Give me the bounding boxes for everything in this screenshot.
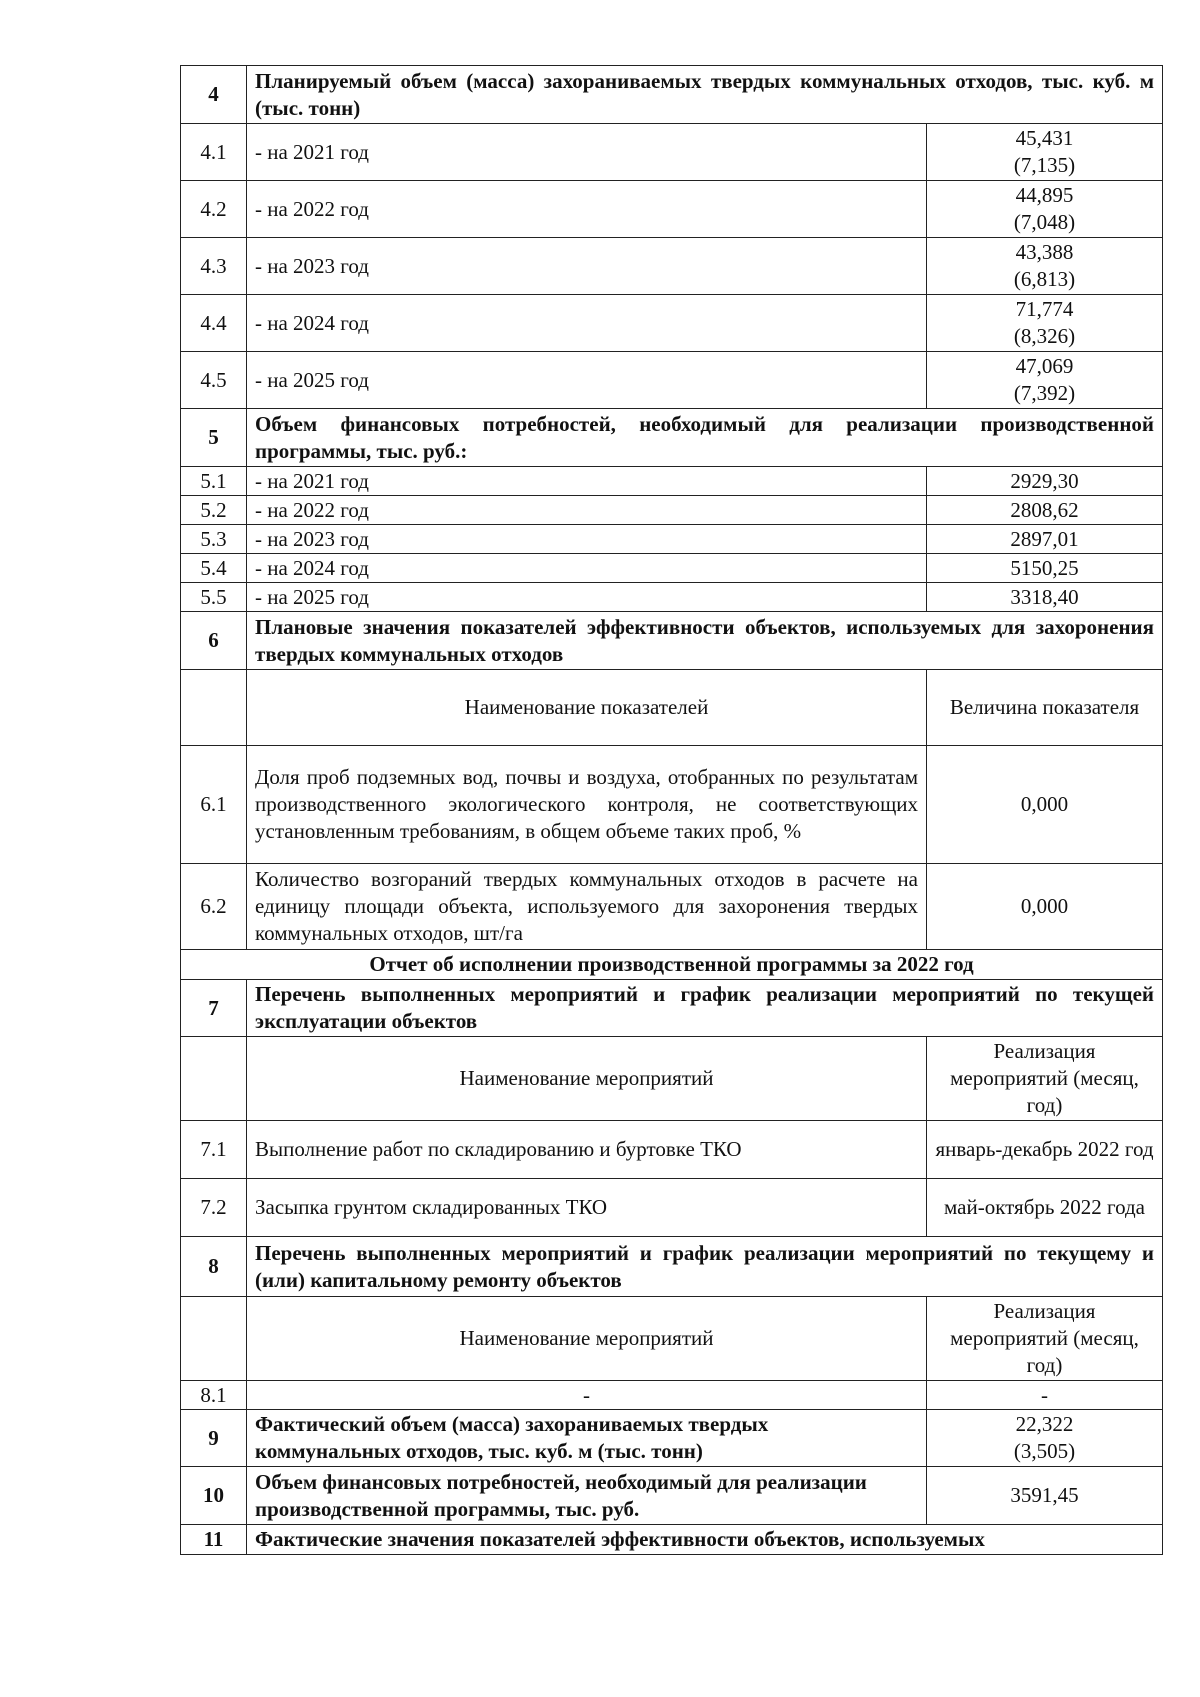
row-number: 5.4 (181, 554, 247, 583)
row-number: 4.2 (181, 181, 247, 238)
document-page (180, 65, 1162, 1555)
column-header-row (181, 670, 1163, 746)
column-header-name: Наименование мероприятий (247, 1037, 927, 1121)
row-value: 2808,62 (927, 496, 1163, 525)
table-row (181, 1179, 1163, 1237)
row-value: 0,000 (927, 746, 1163, 864)
row-value (927, 1410, 1163, 1467)
row-label: Объем финансовых потребностей, необходимый для реализации производственной программы, тыс. руб. (247, 1467, 927, 1525)
row-number: 5.1 (181, 467, 247, 496)
section-7-header (181, 980, 1163, 1037)
section-5-header (181, 409, 1163, 467)
mass-value: (3,505) (1013, 1439, 1076, 1463)
table-row (181, 352, 1163, 409)
row-number: 4.5 (181, 352, 247, 409)
production-program-table (180, 65, 1163, 1555)
section-10-row (181, 1467, 1163, 1525)
volume-value: 45,431 (1015, 126, 1074, 150)
row-number: 9 (181, 1410, 247, 1467)
row-value: май-октябрь 2022 года (927, 1179, 1163, 1237)
row-number: 5.5 (181, 583, 247, 612)
volume-value: 71,774 (1015, 297, 1074, 321)
row-label: - на 2023 год (247, 525, 927, 554)
table-row (181, 864, 1163, 950)
row-label: - на 2024 год (247, 554, 927, 583)
row-number: 8 (181, 1237, 247, 1297)
row-label: Выполнение работ по складированию и буртовке ТКО (247, 1121, 927, 1179)
row-value (927, 352, 1163, 409)
row-label: Количество возгораний твердых коммунальных отходов в расчете на единицу площади объекта, используемого для захоронения твердых коммунальных отходов, шт/га (247, 864, 927, 950)
row-number: 8.1 (181, 1381, 247, 1410)
row-value: 3591,45 (927, 1467, 1163, 1525)
row-value: 5150,25 (927, 554, 1163, 583)
row-label: - на 2025 год (247, 352, 927, 409)
table-row (181, 746, 1163, 864)
row-value: январь-декабрь 2022 год (927, 1121, 1163, 1179)
row-label: - на 2021 год (247, 124, 927, 181)
column-header-name: Наименование мероприятий (247, 1297, 927, 1381)
row-number: 4.1 (181, 124, 247, 181)
table-row (181, 124, 1163, 181)
column-header-value: Реализация мероприятий (месяц, год) (927, 1297, 1163, 1381)
row-number: 5 (181, 409, 247, 467)
table-row (181, 238, 1163, 295)
row-number: 6 (181, 612, 247, 670)
row-value (927, 295, 1163, 352)
row-number: 4.4 (181, 295, 247, 352)
table-row (181, 1381, 1163, 1410)
row-number: 6.1 (181, 746, 247, 864)
volume-value: 43,388 (1015, 240, 1074, 264)
empty-cell (181, 1297, 247, 1381)
empty-cell (181, 1037, 247, 1121)
row-label: - на 2022 год (247, 181, 927, 238)
column-header-value: Величина показателя (927, 670, 1163, 746)
table-row (181, 295, 1163, 352)
row-value (927, 238, 1163, 295)
section-title: Перечень выполненных мероприятий и график реализации мероприятий по текущему и (или) капитальному ремонту объектов (247, 1237, 1163, 1297)
table-row (181, 181, 1163, 238)
row-value: - (927, 1381, 1163, 1410)
row-label: - на 2024 год (247, 295, 927, 352)
empty-cell (181, 670, 247, 746)
row-value: 2897,01 (927, 525, 1163, 554)
table-row (181, 525, 1163, 554)
row-value: 2929,30 (927, 467, 1163, 496)
section-8-header (181, 1237, 1163, 1297)
table-row (181, 554, 1163, 583)
section-6-header (181, 612, 1163, 670)
mass-value: (7,048) (1013, 210, 1076, 234)
mass-value: (6,813) (1013, 267, 1076, 291)
section-title: Фактические значения показателей эффективности объектов, используемых (247, 1525, 1163, 1555)
section-title: Объем финансовых потребностей, необходимый для реализации производственной программы, тыс. руб.: (247, 409, 1163, 467)
row-value (927, 181, 1163, 238)
row-value: 3318,40 (927, 583, 1163, 612)
row-number: 5.3 (181, 525, 247, 554)
section-9-row (181, 1410, 1163, 1467)
mass-value: (7,392) (1013, 381, 1076, 405)
column-header-row (181, 1037, 1163, 1121)
section-title: Плановые значения показателей эффективности объектов, используемых для захоронения твердых коммунальных отходов (247, 612, 1163, 670)
row-label: - на 2023 год (247, 238, 927, 295)
row-label: - на 2022 год (247, 496, 927, 525)
row-number: 5.2 (181, 496, 247, 525)
table-row (181, 467, 1163, 496)
row-number: 4 (181, 66, 247, 124)
row-number: 6.2 (181, 864, 247, 950)
section-4-header (181, 66, 1163, 124)
report-title: Отчет об исполнении производственной программы за 2022 год (181, 950, 1163, 980)
row-number: 7.2 (181, 1179, 247, 1237)
table-row (181, 583, 1163, 612)
volume-value: 22,322 (1015, 1412, 1074, 1436)
volume-value: 44,895 (1015, 183, 1074, 207)
section-title: Перечень выполненных мероприятий и график реализации мероприятий по текущей эксплуатации объектов (247, 980, 1163, 1037)
row-label: Засыпка грунтом складированных ТКО (247, 1179, 927, 1237)
row-value (927, 124, 1163, 181)
row-label: Фактический объем (масса) захораниваемых твердых коммунальных отходов, тыс. куб. м (тыс. тонн) (247, 1410, 927, 1467)
row-number: 7 (181, 980, 247, 1037)
table-row (181, 496, 1163, 525)
row-number: 4.3 (181, 238, 247, 295)
section-title: Планируемый объем (масса) захораниваемых твердых коммунальных отходов, тыс. куб. м (тыс. тонн) (247, 66, 1163, 124)
column-header-row (181, 1297, 1163, 1381)
row-number: 7.1 (181, 1121, 247, 1179)
report-title-row (181, 950, 1163, 980)
row-label: - (247, 1381, 927, 1410)
mass-value: (8,326) (1013, 324, 1076, 348)
section-11-header (181, 1525, 1163, 1555)
row-number: 11 (181, 1525, 247, 1555)
column-header-name: Наименование показателей (247, 670, 927, 746)
row-number: 10 (181, 1467, 247, 1525)
volume-value: 47,069 (1015, 354, 1074, 378)
table-row (181, 1121, 1163, 1179)
row-label: - на 2021 год (247, 467, 927, 496)
row-label: - на 2025 год (247, 583, 927, 612)
mass-value: (7,135) (1013, 153, 1076, 177)
column-header-value: Реализация мероприятий (месяц, год) (927, 1037, 1163, 1121)
row-value: 0,000 (927, 864, 1163, 950)
row-label: Доля проб подземных вод, почвы и воздуха, отобранных по результатам производственного экологического контроля, не соответствующих установленным требованиям, в общем объеме таких проб, % (247, 746, 927, 864)
